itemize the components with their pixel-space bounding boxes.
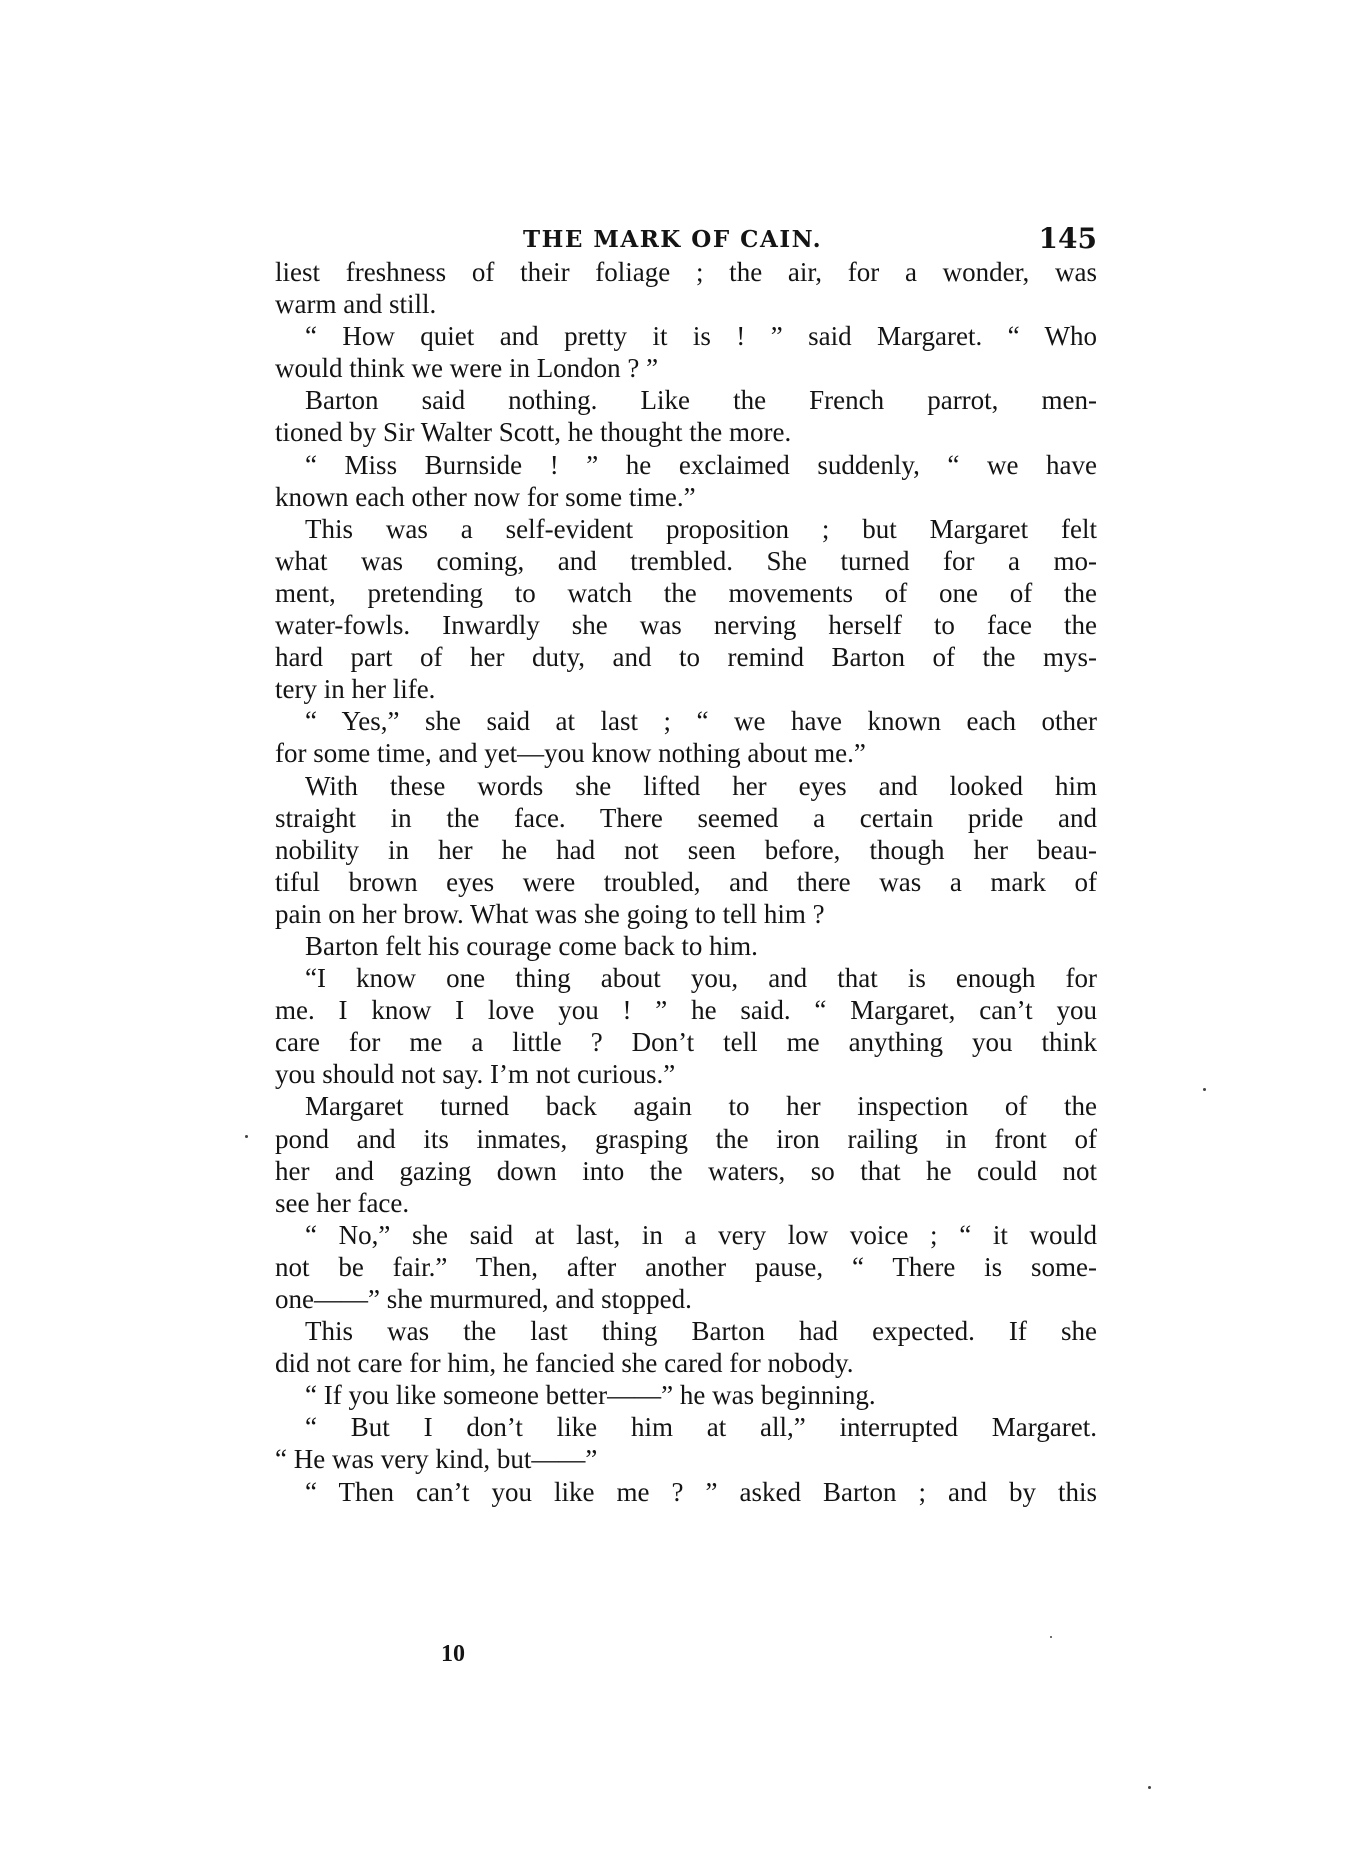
text-line: nobility in her he had not seen before, though her beau- (275, 834, 1097, 865)
scan-speck (245, 1135, 248, 1138)
text-line: liest freshness of their foliage ; the air, for a wonder, was (275, 257, 1097, 287)
text-line: This was a self-evident proposition ; but Margaret felt (305, 513, 1097, 544)
text-line: see her face. (275, 1187, 410, 1218)
text-line: you should not say. I’m not curious.” (275, 1059, 676, 1090)
text-line: for some time, and yet—you know nothing about me.” (275, 738, 866, 769)
text-line: “ No,” she said at last, in a very low voice ; “ it would (305, 1219, 1097, 1250)
text-line: not be fair.” Then, after another pause, “ There is some- (275, 1251, 1097, 1282)
text-line: known each other now for some time.” (275, 481, 696, 512)
text-line: “ But I don’t like him at all,” interrupted Margaret. (305, 1412, 1097, 1443)
text-line: Barton felt his courage come back to him. (305, 930, 758, 961)
text-line: straight in the face. There seemed a certain pride and (275, 802, 1097, 833)
text-line: pond and its inmates, grasping the iron railing in front of (275, 1123, 1097, 1154)
text-line: “ If you like someone better——” he was beginning. (305, 1380, 876, 1411)
text-line: “I know one thing about you, and that is enough for (305, 963, 1097, 994)
text-line: ment, pretending to watch the movements of one of the (275, 577, 1097, 608)
body-text (275, 256, 1097, 1508)
running-title: THE MARK OF CAIN. (523, 226, 823, 253)
text-line: Barton said nothing. Like the French parrot, men- (305, 385, 1097, 416)
text-line: With these words she lifted her eyes and looked him (305, 770, 1097, 801)
text-line: care for me a little ? Don’t tell me anything you think (275, 1027, 1097, 1058)
text-line: pain on her brow. What was she going to tell him ? (275, 898, 825, 929)
text-line: “ Yes,” she said at last ; “ we have known each other (305, 706, 1097, 737)
text-line: Margaret turned back again to her inspection of the (305, 1091, 1097, 1122)
text-line: hard part of her duty, and to remind Barton of the mys- (275, 642, 1097, 673)
text-line: her and gazing down into the waters, so that he could not (275, 1155, 1097, 1186)
text-line: water-fowls. Inwardly she was nerving herself to face the (275, 610, 1097, 641)
text-line: “ How quiet and pretty it is ! ” said Margaret. “ Who (305, 321, 1097, 352)
text-line: “ Then can’t you like me ? ” asked Barton ; and by this (305, 1476, 1097, 1507)
text-line: warm and still. (275, 289, 437, 320)
text-line: me. I know I love you ! ” he said. “ Margaret, can’t you (275, 995, 1097, 1026)
scan-speck (1203, 1088, 1206, 1091)
text-line: tery in her life. (275, 674, 436, 705)
scan-speck (1148, 1786, 1151, 1789)
text-line: one——” she murmured, and stopped. (275, 1284, 692, 1314)
text-line: would think we were in London ? ” (275, 353, 659, 384)
text-line: tioned by Sir Walter Scott, he thought the more. (275, 417, 792, 448)
signature-mark: 10 (441, 1641, 465, 1667)
text-line: tiful brown eyes were troubled, and there was a mark of (275, 866, 1097, 897)
text-line: did not care for him, he fancied she cared for nobody. (275, 1348, 854, 1379)
text-line: “ He was very kind, but——” (275, 1444, 598, 1475)
text-line: “ Miss Burnside ! ” he exclaimed suddenly, “ we have (305, 449, 1097, 480)
scan-speck (1050, 1636, 1052, 1638)
text-line: This was the last thing Barton had expected. If she (305, 1316, 1097, 1347)
page-number: 145 (1038, 222, 1097, 255)
text-line: what was coming, and trembled. She turned for a mo- (275, 545, 1097, 576)
